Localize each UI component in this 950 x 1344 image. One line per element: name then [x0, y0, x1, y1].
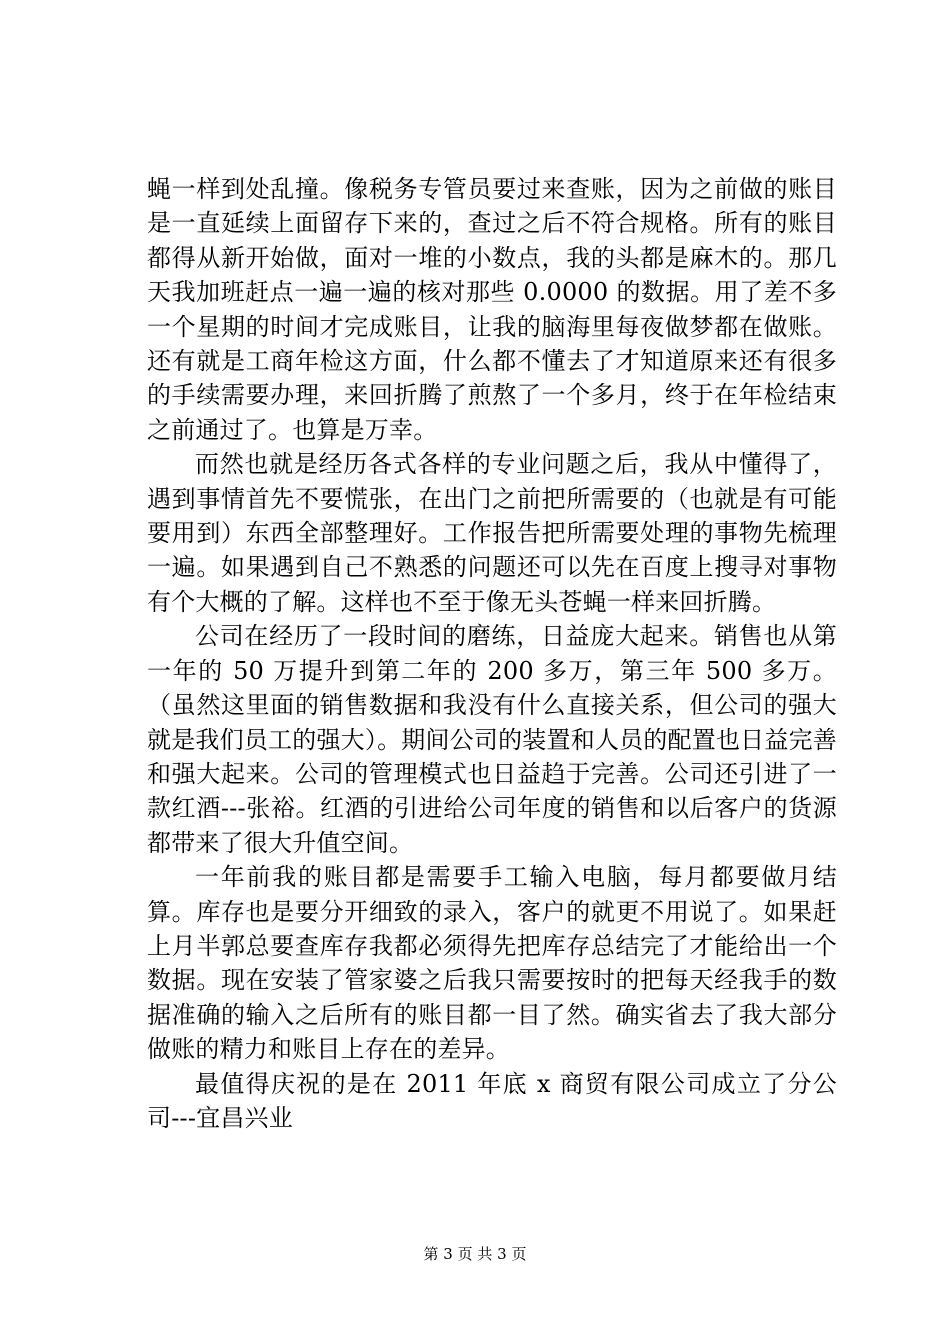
paragraph-5: 最值得庆祝的是在 2011 年底 x 商贸有限公司成立了分公司---宜昌兴业 — [147, 1069, 837, 1132]
paragraph-1: 蝇一样到处乱撞。像税务专管员要过来查账，因为之前做的账目是一直延续上面留存下来的，查过之后不符合规格。所有的账目都得从新开始做，面对一堆的小数点，我的头都是麻木的。那几天我加班赶点一遍一遍的核对那些 0.0000 的数据。用了差不多一个星期的时间才完成账目，让我的脑海里每夜做梦都在做账。还有就是工商年检这方面，什么都不懂去了才知道原来还有很多的手续需要办理，来回折腾了煎熬了一个多月，终于在年检结束之前通过了。也算是万幸。 — [147, 175, 837, 444]
paragraph-2: 而然也就是经历各式各样的专业问题之后，我从中懂得了，遇到事情首先不要慌张，在出门之前把所需要的（也就是有可能要用到）东西全部整理好。工作报告把所需要处理的事物先梳理一遍。如果遇到自己不熟悉的问题还可以先在百度上搜寻对事物有个大概的了解。这样也不至于像无头苍蝇一样来回折腾。 — [147, 450, 837, 616]
page-number-label: 第 3 页 共 3 页 — [423, 1245, 527, 1263]
paragraph-3: 公司在经历了一段时间的磨练，日益庞大起来。销售也从第一年的 50 万提升到第二年的 200 多万，第三年 500 多万。（虽然这里面的销售数据和我没有什么直接关系，但公司的强大就是我们员工的强大）。期间公司的装置和人员的配置也日益完善和强大起来。公司的管理模式也日益趋于完善。公司还引进了一款红酒---张裕。红酒的引进给公司年度的销售和以后客户的货源都带来了很大升值空间。 — [147, 622, 837, 857]
document-body — [147, 172, 837, 1135]
paragraph-4: 一年前我的账目都是需要手工输入电脑，每月都要做月结算。库存也是要分开细致的录入，客户的就更不用说了。如果赶上月半郭总要查库存我都必须得先把库存总结完了才能给出一个数据。现在安装了管家婆之后我只需要按时的把每天经我手的数据准确的输入之后所有的账目都一目了然。确实省去了我大部分做账的精力和账目上存在的差异。 — [147, 863, 837, 1064]
page-footer — [0, 1244, 950, 1264]
